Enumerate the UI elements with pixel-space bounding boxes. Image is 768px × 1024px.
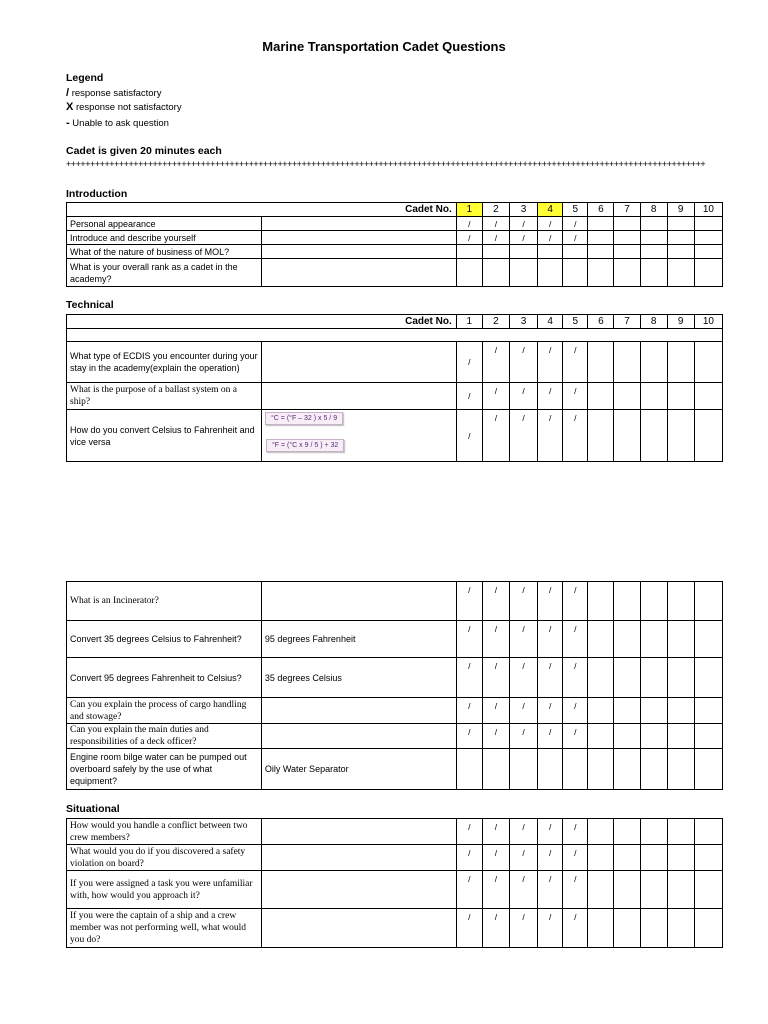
mark-cell: /	[482, 845, 509, 871]
cadet-number: 5	[563, 203, 588, 217]
mark-cell: /	[510, 724, 538, 749]
mark-cell	[667, 217, 694, 231]
cadet-number: 10	[694, 203, 722, 217]
mark-cell	[640, 658, 667, 698]
mark-cell: /	[563, 231, 588, 245]
mark-cell: /	[456, 621, 482, 658]
mark-cell	[614, 724, 640, 749]
mark-cell: /	[482, 231, 509, 245]
mark-cell: /	[456, 658, 482, 698]
question-cell: If you were the captain of a ship and a crew member was not performing well, what would you do?	[67, 909, 262, 948]
mark-cell: /	[456, 845, 482, 871]
section-heading-introduction: Introduction	[66, 188, 128, 200]
mark-cell	[456, 749, 482, 790]
cadet-header-row	[67, 315, 723, 329]
mark-cell	[482, 245, 509, 259]
question-row	[67, 724, 723, 749]
question-row	[67, 698, 723, 724]
mark-cell	[588, 819, 614, 845]
mark-cell: /	[510, 909, 538, 948]
cadet-number: 4	[538, 315, 563, 329]
mark-cell: /	[538, 582, 563, 621]
mark-cell: /	[563, 383, 588, 410]
mark-cell: /	[538, 909, 563, 948]
mark-cell: /	[456, 909, 482, 948]
mark-cell	[640, 724, 667, 749]
mark-cell: /	[509, 383, 537, 410]
mark-cell	[640, 410, 667, 462]
mark-cell: /	[563, 698, 588, 724]
mark-cell: /	[538, 342, 563, 383]
mark-cell	[667, 909, 694, 948]
mark-cell: /	[510, 658, 538, 698]
mark-cell	[509, 259, 537, 287]
mark-cell	[694, 871, 722, 909]
mark-cell: /	[563, 621, 588, 658]
legend-text: response satisfactory	[69, 88, 162, 99]
mark-cell	[614, 845, 640, 871]
question-cell: What is an Incinerator?	[67, 582, 262, 621]
legend-text: Unable to ask question	[69, 118, 169, 129]
cadet-no-label: Cadet No.	[67, 203, 457, 217]
mark-cell: /	[482, 217, 509, 231]
mark-cell	[667, 845, 694, 871]
mark-cell: /	[482, 383, 509, 410]
question-cell: Convert 35 degrees Celsius to Fahrenheit?	[67, 621, 262, 658]
mark-cell: /	[456, 231, 482, 245]
spacer-row	[67, 329, 723, 342]
question-cell: What would you do if you discovered a safety violation on board?	[67, 845, 262, 871]
legend-heading: Legend	[66, 72, 104, 84]
mark-cell	[563, 749, 588, 790]
section-heading-situational: Situational	[66, 803, 120, 815]
question-cell: How do you convert Celsius to Fahrenheit and vice versa	[67, 410, 262, 462]
mark-cell	[456, 245, 482, 259]
mark-cell	[694, 231, 722, 245]
cadet-number: 2	[482, 315, 509, 329]
mark-cell: /	[538, 658, 563, 698]
mark-cell	[694, 383, 722, 410]
question-row	[67, 259, 723, 287]
mark-cell	[667, 410, 694, 462]
mark-cell	[640, 749, 667, 790]
mark-cell: /	[510, 582, 538, 621]
question-row	[67, 658, 723, 698]
mark-cell	[667, 749, 694, 790]
cadet-number: 8	[640, 203, 667, 217]
mark-cell	[588, 749, 614, 790]
mark-cell	[640, 845, 667, 871]
mark-cell: /	[509, 217, 537, 231]
mark-cell	[614, 217, 640, 231]
mark-cell: /	[538, 410, 563, 462]
mark-cell	[614, 231, 640, 245]
mark-cell	[588, 259, 614, 287]
legend-item	[66, 101, 182, 113]
question-row	[67, 245, 723, 259]
mark-cell: /	[456, 582, 482, 621]
mark-cell: /	[563, 871, 588, 909]
question-row	[67, 342, 723, 383]
celsius-formula-image: °C = (°F – 32 ) x 5 / 9	[265, 412, 343, 425]
legend-symbol: X	[66, 101, 74, 113]
question-row	[67, 383, 723, 410]
technical-continued-table	[66, 581, 723, 790]
mark-cell	[694, 621, 722, 658]
mark-cell: /	[563, 217, 588, 231]
mark-cell	[588, 698, 614, 724]
mark-cell	[588, 217, 614, 231]
cadet-number: 6	[588, 203, 614, 217]
mark-cell	[563, 259, 588, 287]
mark-cell: /	[456, 383, 482, 410]
answer-cell	[261, 724, 456, 749]
cadet-number: 4	[538, 203, 563, 217]
question-row	[67, 231, 723, 245]
mark-cell: /	[482, 582, 509, 621]
fahrenheit-formula-image: °F = (°C x 9 / 5 ) + 32	[266, 439, 344, 452]
answer-cell: Oily Water Separator	[261, 749, 456, 790]
answer-cell	[261, 845, 456, 871]
answer-cell	[261, 217, 456, 231]
mark-cell	[694, 819, 722, 845]
mark-cell	[588, 245, 614, 259]
answer-cell: 95 degrees Fahrenheit	[261, 621, 456, 658]
mark-cell: /	[563, 410, 588, 462]
mark-cell	[694, 749, 722, 790]
cadet-number: 7	[614, 315, 640, 329]
mark-cell	[538, 749, 563, 790]
mark-cell	[614, 245, 640, 259]
question-cell: Personal appearance	[67, 217, 262, 231]
answer-cell	[261, 871, 456, 909]
mark-cell	[614, 871, 640, 909]
separator-line: +++++++++++++++++++++++++++++++++++++++++++++++++++++++++++++++++++++++++++++++++++++++++++++++++++++++++++++++++++++++++++++++++++++	[66, 159, 706, 169]
answer-cell	[261, 231, 456, 245]
cadet-number: 2	[482, 203, 509, 217]
cadet-number: 5	[563, 315, 588, 329]
mark-cell	[694, 909, 722, 948]
mark-cell	[588, 871, 614, 909]
situational-table	[66, 818, 723, 948]
question-cell: Can you explain the process of cargo handling and stowage?	[67, 698, 262, 724]
mark-cell	[456, 259, 482, 287]
mark-cell: /	[482, 909, 509, 948]
mark-cell	[640, 871, 667, 909]
section-heading-technical: Technical	[66, 299, 114, 311]
question-row	[67, 845, 723, 871]
mark-cell: /	[456, 819, 482, 845]
mark-cell	[694, 845, 722, 871]
mark-cell	[640, 383, 667, 410]
mark-cell: /	[482, 410, 509, 462]
mark-cell: /	[482, 621, 509, 658]
cadet-number: 3	[509, 203, 537, 217]
mark-cell	[667, 724, 694, 749]
mark-cell: /	[538, 217, 563, 231]
mark-cell: /	[538, 871, 563, 909]
mark-cell	[640, 909, 667, 948]
mark-cell	[694, 724, 722, 749]
cadet-no-label: Cadet No.	[67, 315, 457, 329]
mark-cell	[614, 582, 640, 621]
mark-cell: /	[482, 871, 509, 909]
legend-item	[66, 87, 161, 99]
mark-cell	[667, 342, 694, 383]
mark-cell: /	[563, 342, 588, 383]
mark-cell	[482, 259, 509, 287]
mark-cell	[588, 845, 614, 871]
question-cell: How would you handle a conflict between two crew members?	[67, 819, 262, 845]
answer-cell	[261, 342, 456, 383]
mark-cell	[667, 259, 694, 287]
introduction-table	[66, 202, 723, 287]
cadet-number: 6	[588, 315, 614, 329]
mark-cell: /	[563, 845, 588, 871]
mark-cell	[694, 259, 722, 287]
mark-cell	[640, 582, 667, 621]
mark-cell	[667, 231, 694, 245]
cadet-number: 1	[456, 315, 482, 329]
answer-cell	[261, 819, 456, 845]
time-note: Cadet is given 20 minutes each	[66, 145, 222, 157]
question-cell: Can you explain the main duties and responsibilities of a deck officer?	[67, 724, 262, 749]
mark-cell: /	[510, 819, 538, 845]
mark-cell: /	[509, 410, 537, 462]
mark-cell	[614, 410, 640, 462]
mark-cell: /	[482, 658, 509, 698]
question-row	[67, 621, 723, 658]
mark-cell: /	[538, 621, 563, 658]
mark-cell	[588, 909, 614, 948]
question-row	[67, 410, 723, 462]
mark-cell	[667, 383, 694, 410]
question-cell: If you were assigned a task you were unfamiliar with, how would you approach it?	[67, 871, 262, 909]
mark-cell: /	[482, 698, 509, 724]
mark-cell	[614, 698, 640, 724]
mark-cell: /	[456, 217, 482, 231]
mark-cell	[640, 259, 667, 287]
mark-cell: /	[456, 410, 482, 462]
legend-item	[66, 117, 169, 129]
mark-cell	[640, 342, 667, 383]
mark-cell	[694, 658, 722, 698]
mark-cell	[667, 871, 694, 909]
answer-cell	[261, 245, 456, 259]
mark-cell: /	[563, 909, 588, 948]
mark-cell	[482, 749, 509, 790]
cadet-number: 9	[667, 315, 694, 329]
mark-cell: /	[563, 658, 588, 698]
mark-cell	[588, 582, 614, 621]
mark-cell	[694, 582, 722, 621]
mark-cell	[694, 342, 722, 383]
mark-cell	[640, 231, 667, 245]
mark-cell: /	[482, 819, 509, 845]
cadet-number: 9	[667, 203, 694, 217]
technical-table	[66, 314, 723, 462]
mark-cell: /	[510, 845, 538, 871]
mark-cell: /	[563, 582, 588, 621]
mark-cell: /	[538, 819, 563, 845]
mark-cell	[509, 245, 537, 259]
legend-symbol: /	[66, 87, 70, 99]
mark-cell	[510, 749, 538, 790]
question-cell: What of the nature of business of MOL?	[67, 245, 262, 259]
mark-cell	[588, 383, 614, 410]
mark-cell: /	[510, 698, 538, 724]
mark-cell	[640, 819, 667, 845]
mark-cell: /	[482, 342, 509, 383]
mark-cell	[538, 245, 563, 259]
mark-cell: /	[456, 342, 482, 383]
answer-cell	[261, 383, 456, 410]
mark-cell: /	[538, 698, 563, 724]
mark-cell	[614, 819, 640, 845]
question-cell: What is your overall rank as a cadet in the academy?	[67, 259, 262, 287]
mark-cell	[694, 217, 722, 231]
mark-cell	[614, 259, 640, 287]
mark-cell: /	[538, 231, 563, 245]
cadet-number: 3	[509, 315, 537, 329]
mark-cell: /	[456, 724, 482, 749]
mark-cell	[667, 819, 694, 845]
mark-cell	[640, 245, 667, 259]
answer-cell	[261, 582, 456, 621]
answer-cell	[261, 698, 456, 724]
question-row	[67, 749, 723, 790]
legend-text: response not satisfactory	[73, 102, 182, 113]
mark-cell: /	[510, 621, 538, 658]
cadet-header-row	[67, 203, 723, 217]
mark-cell	[640, 217, 667, 231]
mark-cell	[614, 909, 640, 948]
mark-cell: /	[482, 724, 509, 749]
cadet-number: 7	[614, 203, 640, 217]
mark-cell	[614, 658, 640, 698]
mark-cell: /	[456, 871, 482, 909]
answer-cell	[261, 259, 456, 287]
mark-cell	[614, 749, 640, 790]
mark-cell	[694, 698, 722, 724]
mark-cell: /	[456, 698, 482, 724]
cadet-number: 8	[640, 315, 667, 329]
mark-cell: /	[509, 342, 537, 383]
legend-symbol: -	[66, 117, 70, 129]
question-row	[67, 582, 723, 621]
mark-cell	[588, 658, 614, 698]
mark-cell	[563, 245, 588, 259]
question-cell: What type of ECDIS you encounter during your stay in the academy(explain the operation)	[67, 342, 262, 383]
mark-cell	[694, 410, 722, 462]
mark-cell: /	[538, 724, 563, 749]
mark-cell	[640, 621, 667, 658]
mark-cell	[667, 582, 694, 621]
mark-cell	[667, 245, 694, 259]
mark-cell	[614, 342, 640, 383]
cadet-number: 1	[456, 203, 482, 217]
mark-cell: /	[563, 724, 588, 749]
mark-cell	[667, 621, 694, 658]
mark-cell	[588, 410, 614, 462]
mark-cell	[614, 383, 640, 410]
spacer-cell	[67, 329, 723, 342]
mark-cell	[640, 698, 667, 724]
question-row	[67, 819, 723, 845]
mark-cell	[614, 621, 640, 658]
answer-cell: 35 degrees Celsius	[261, 658, 456, 698]
question-row	[67, 871, 723, 909]
answer-cell	[261, 909, 456, 948]
mark-cell	[588, 231, 614, 245]
mark-cell: /	[563, 819, 588, 845]
mark-cell	[588, 342, 614, 383]
question-cell: Introduce and describe yourself	[67, 231, 262, 245]
mark-cell	[694, 245, 722, 259]
question-cell: Convert 95 degrees Fahrenheit to Celsius?	[67, 658, 262, 698]
question-cell: Engine room bilge water can be pumped out overboard safely by the use of what equipment?	[67, 749, 262, 790]
mark-cell: /	[538, 845, 563, 871]
mark-cell	[667, 698, 694, 724]
mark-cell	[667, 658, 694, 698]
mark-cell	[588, 621, 614, 658]
mark-cell: /	[538, 383, 563, 410]
question-cell: What is the purpose of a ballast system on a ship?	[67, 383, 262, 410]
page-title: Marine Transportation Cadet Questions	[262, 39, 506, 54]
cadet-number: 10	[694, 315, 722, 329]
mark-cell: /	[510, 871, 538, 909]
question-row	[67, 909, 723, 948]
mark-cell	[538, 259, 563, 287]
question-row	[67, 217, 723, 231]
mark-cell: /	[509, 231, 537, 245]
mark-cell	[588, 724, 614, 749]
